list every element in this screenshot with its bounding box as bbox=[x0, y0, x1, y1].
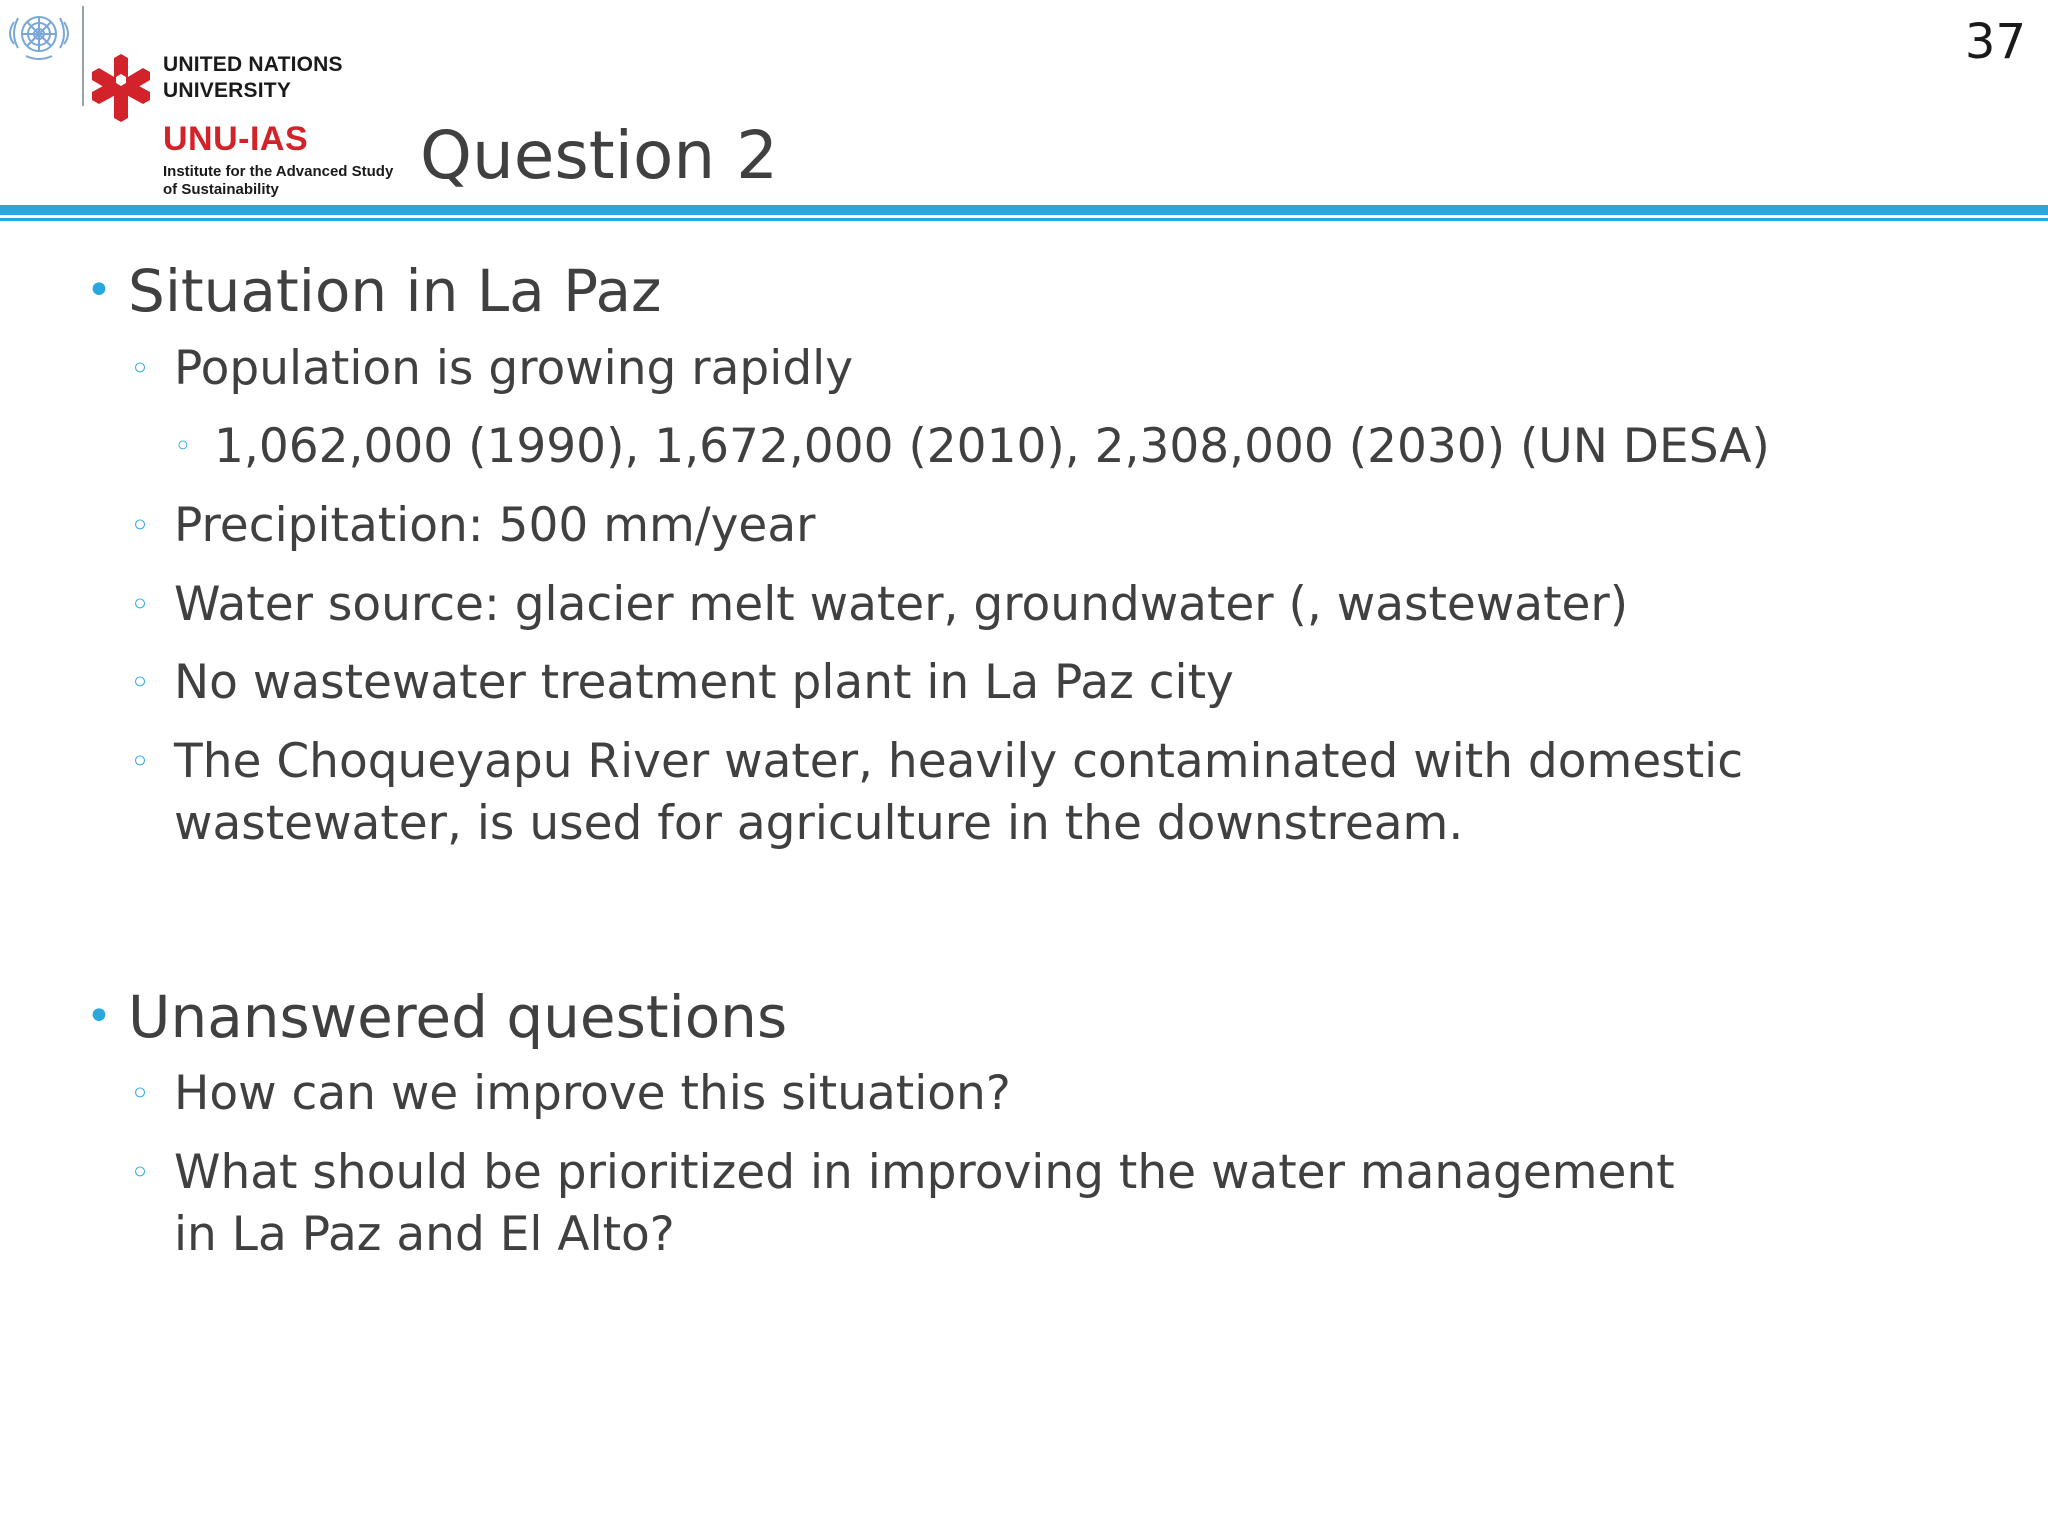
list-item: ◦ Precipitation: 500 mm/year bbox=[174, 495, 815, 557]
institute-line-1: Institute for the Advanced Study bbox=[163, 163, 394, 180]
bullet-circle-icon: ◦ bbox=[130, 1153, 151, 1193]
bullet-circle-icon: ◦ bbox=[130, 1074, 151, 1114]
org-line-1: UNITED NATIONS bbox=[163, 53, 343, 76]
bullet-circle-icon: ◦ bbox=[130, 349, 151, 389]
list-item: ◦ The Choqueyapu River water, heavily contaminated with domestic wastewater, is used for agriculture in the downstream. bbox=[174, 731, 1743, 855]
org-line-2: UNIVERSITY bbox=[163, 79, 292, 102]
section-heading: • Situation in La Paz bbox=[86, 257, 662, 325]
list-item: ◦ Water source: glacier melt water, groundwater (, wastewater) bbox=[174, 574, 1628, 636]
bullet-dot-icon: • bbox=[86, 991, 112, 1042]
list-item: ◦ How can we improve this situation? bbox=[174, 1063, 1011, 1125]
bullet-circle-icon: ◦ bbox=[130, 506, 151, 546]
bullet-circle-icon: ◦ bbox=[130, 742, 151, 782]
bullet-circle-icon: ◦ bbox=[174, 429, 192, 464]
list-item: ◦ No wastewater treatment plant in La Paz city bbox=[174, 652, 1234, 714]
unu-ias-logo: UNU-IAS bbox=[163, 120, 309, 158]
section-heading: • Unanswered questions bbox=[86, 983, 788, 1051]
slide-title: Question 2 bbox=[420, 117, 779, 194]
list-item: ◦ 1,062,000 (1990), 1,672,000 (2010), 2,308,000 (2030) (UN DESA) bbox=[214, 416, 1770, 478]
bullet-dot-icon: • bbox=[86, 265, 112, 316]
list-item: ◦ Population is growing rapidly bbox=[174, 338, 853, 400]
bullet-circle-icon: ◦ bbox=[130, 663, 151, 703]
list-item: ◦ What should be prioritized in improving the water management in La Paz and El Alto? bbox=[174, 1142, 1675, 1266]
bullet-circle-icon: ◦ bbox=[130, 585, 151, 625]
institute-line-2: of Sustainability bbox=[163, 181, 279, 198]
slide-number: 37 bbox=[1964, 14, 2026, 70]
